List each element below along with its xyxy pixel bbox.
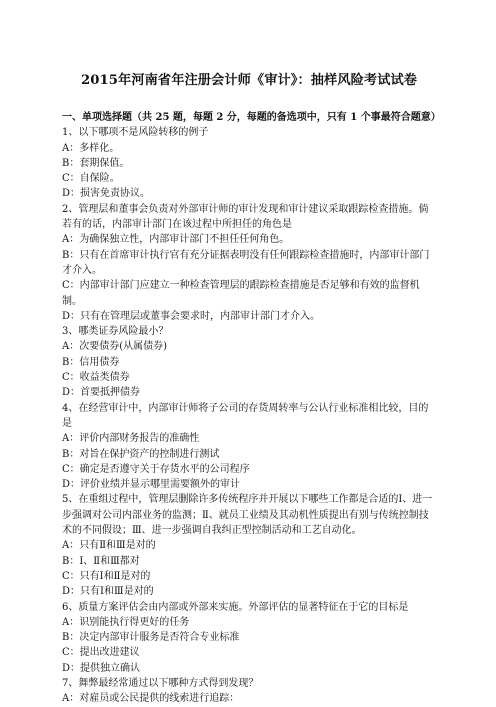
answer-option: C：收益类债券 — [62, 372, 130, 384]
answer-option: B：决定内部审计服务是否符合专业标准 — [62, 632, 240, 644]
question-text: 3、哪类证券风险最小？ — [62, 326, 169, 338]
question-text: 4、在经营审计中，内部审计师将子公司的存货周转率与公认行业标准相比较，目的是 — [62, 402, 429, 429]
section-heading: 一、单项选择题（共 25 题，每题 2 分，每题的备选项中，只有 1 个事最符合题意） — [62, 112, 441, 123]
answer-option: B：Ⅰ、Ⅱ和Ⅲ都对 — [62, 555, 140, 567]
answer-option: C：内部审计部门应建立一种检查管理层的跟踪检查措施是否足够和有效的监督机制。 — [62, 280, 420, 307]
answer-option: C：确定是否遵守关于存货水平的公司程序 — [62, 463, 250, 475]
answer-option: D：提供独立确认 — [62, 662, 141, 674]
answer-option: A：多样化。 — [62, 142, 120, 154]
question-text: 5、在重组过程中，管理层删除许多传统程序并开展以下哪些工作都是合适的Ⅰ、进一步强调对公司内部业务的监测；Ⅱ、就员工业绩及其动机性质提出有别与传统控制技术的不同假设；Ⅲ、进一步强调自我纠正型控制活动和工艺自动化。 — [62, 494, 433, 537]
answer-option: B：对旨在保护资产的控制进行测试 — [62, 448, 220, 460]
question-block — [62, 401, 436, 493]
question-text: 1、以下哪项不是风险转移的例子 — [62, 127, 209, 139]
answer-option: D：只有在管理层或董事会要求时，内部审计部门才介入。 — [62, 310, 321, 322]
answer-option: B：套期保值。 — [62, 157, 130, 169]
question-block — [62, 492, 436, 599]
answer-option: A：对雇员或公民提供的线索进行追踪： — [62, 693, 240, 705]
answer-option: C：提出改进建议 — [62, 647, 140, 659]
question-block — [62, 324, 436, 400]
answer-option: D：损害免责协议。 — [62, 188, 151, 200]
answer-option: A：只有Ⅱ和Ⅲ是对的 — [62, 540, 156, 552]
answer-option: C：自保险。 — [62, 173, 120, 185]
answer-option: D：评价业绩并显示哪里需要额外的审计 — [62, 479, 241, 491]
question-block — [62, 600, 436, 676]
answer-option: A：评价内部财务报告的准确性 — [62, 433, 200, 445]
answer-option: B：只有在首席审计执行官有充分证据表明没有任何跟踪检查措施时，内部审计部门才介入。 — [62, 249, 430, 276]
answer-option: C：只有Ⅰ和Ⅱ是对的 — [62, 570, 151, 582]
question-list — [62, 125, 436, 706]
answer-option: D：首要抵押债券 — [62, 387, 141, 399]
document-title: 2015年河南省年注册会计师《审计》：抽样风险考试试卷 — [80, 73, 418, 88]
question-block — [62, 125, 436, 201]
answer-option: B：信用债券 — [62, 356, 120, 368]
question-text: 7、舞弊最经常通过以下哪种方式得到发现？ — [62, 677, 259, 689]
question-block — [62, 202, 436, 324]
answer-option: A：识别能执行得更好的任务 — [62, 616, 190, 628]
answer-option: A：次要债券(从属债券) — [62, 341, 168, 353]
answer-option: A：为确保独立性，内部审计部门不担任任何角色。 — [62, 234, 290, 246]
answer-option: D：只有Ⅰ和Ⅲ是对的 — [62, 586, 154, 598]
question-text: 6、质量方案评估会由内部或外部来实施。外部评估的显著特征在于它的目标是 — [62, 601, 409, 613]
question-text: 2、管理层和董事会负责对外部审计师的审计发现和审计建议采取跟踪检查措施。倘若有的话，内部审计部门在该过程中所担任的角色是 — [62, 203, 429, 231]
